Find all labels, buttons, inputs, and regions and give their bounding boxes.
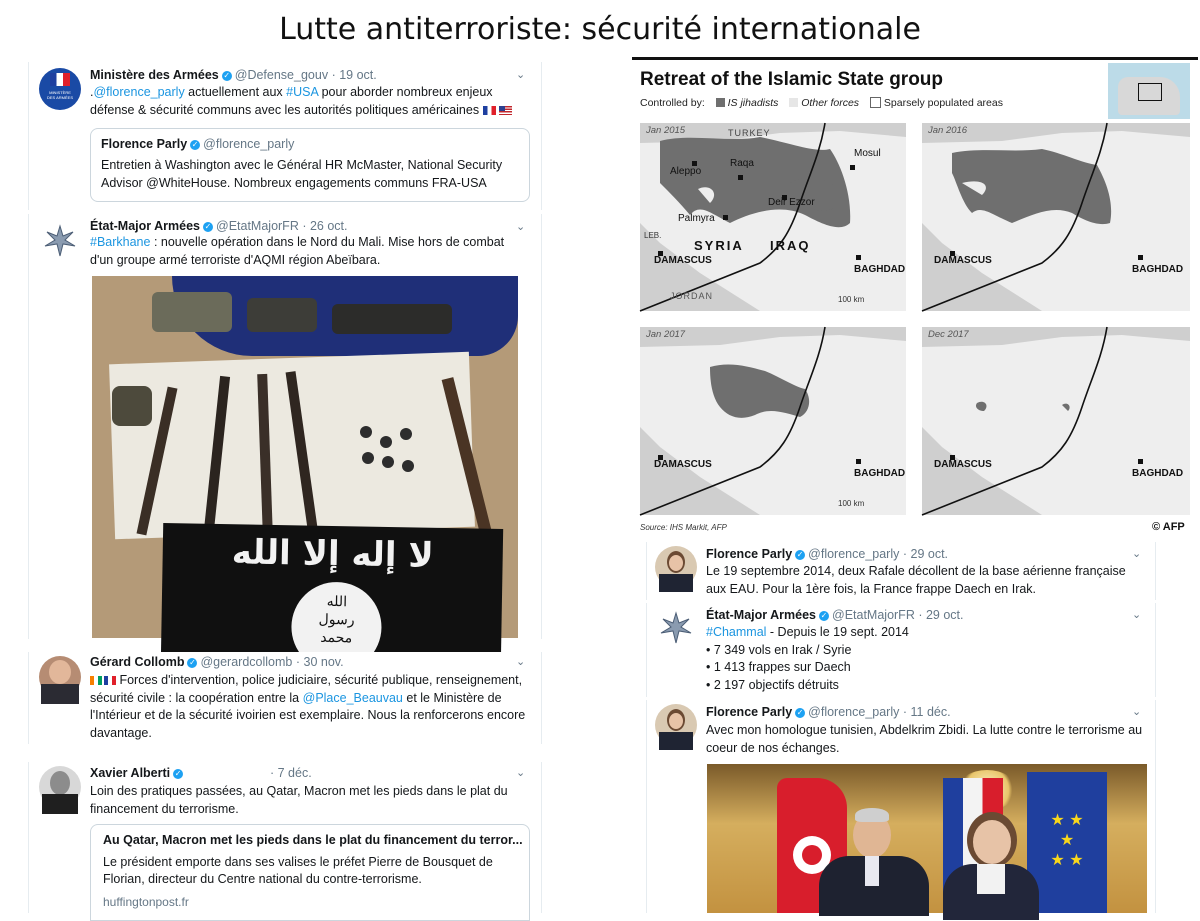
author-name[interactable]: État-Major Armées [90,219,200,233]
city-mosul: Mosul [854,148,881,159]
author-handle[interactable]: @florence_parly [808,547,900,561]
map-title: Retreat of the Islamic State group [640,69,944,90]
avatar [655,704,697,746]
avatar [39,68,81,110]
tweet-date[interactable]: · 29 oct. [918,608,964,622]
avatar [39,220,81,262]
city-damascus: DAMASCUS [934,255,992,266]
city-damascus: DAMASCUS [654,255,712,266]
tweet-text: Loin des pratiques passées, au Qatar, Macron met les pieds dans le plat du [90,784,508,798]
legend-is-label: IS jihadists [727,97,779,109]
scale-label: 100 km [838,499,865,508]
author-handle[interactable]: @EtatMajorFR [216,219,299,233]
city-dot [856,459,861,464]
scale-label: 100 km [838,295,865,304]
quote-author-name: Florence Parly [101,137,188,151]
locator-inset [1108,63,1190,119]
author-handle[interactable]: @gerardcollomb [200,655,293,669]
flag-fr-icon [104,676,116,685]
verified-icon: ✓ [223,71,231,80]
chevron-down-icon[interactable]: ⌄ [1132,548,1142,560]
mention-link[interactable]: @Place_Beauvau [302,690,403,705]
hashtag-link[interactable]: #USA [286,85,319,99]
tweet-date[interactable]: · 30 nov. [295,655,344,669]
author-name[interactable]: État-Major Armées [706,608,816,622]
label-jordan: JORDAN [670,291,714,301]
city-dot [738,175,743,180]
map-top-rule [632,57,1198,60]
chevron-down-icon[interactable]: ⌄ [516,767,526,779]
chevron-down-icon[interactable]: ⌄ [1132,609,1142,621]
verified-icon: ✓ [174,769,182,778]
map-source: Source: IHS Markit, AFP [640,523,727,532]
map-panel-dec-2017 [922,327,1190,515]
city-raqa: Raqa [730,158,754,169]
legend-is-swatch [716,98,725,107]
legend-sparse-label: Sparsely populated areas [883,97,1003,109]
tweet-text: sécurité civile : la coopération entre la [90,690,303,705]
verified-icon: ✓ [796,550,804,559]
label-turkey: TURKEY [728,128,771,138]
tweet-date[interactable]: · 29 oct. [902,547,949,561]
avatar [39,766,81,808]
label-leb: LEB. [644,231,662,240]
city-dot [850,165,855,170]
flag-seal-text: رسول [318,611,355,629]
avatar [39,656,81,698]
city-dot [856,255,861,260]
tweet-date[interactable]: · 7 déc. [270,766,312,780]
city-aleppo: Aleppo [670,166,702,177]
flag-us-icon [499,106,512,115]
link-card[interactable] [90,824,530,921]
tweet-text: coeur de nos échanges. [706,740,840,755]
quote-text: Entretien à Washington avec le Général HR McMaster, National Security [101,158,503,172]
tweet-parly-tunisie[interactable] [646,700,1156,913]
city-dot [723,215,728,220]
author-handle[interactable]: @florence_parly [808,705,900,719]
panel-date: Jan 2016 [928,125,968,136]
map-credit: © AFP [1152,521,1185,533]
panel-date: Jan 2015 [646,125,686,136]
legend-other-swatch [789,98,798,107]
mention-link[interactable]: @florence_parly [93,85,185,99]
flag-seal-text: محمد [320,629,353,647]
tweet-text: pour aborder nombreux enjeux [318,85,493,99]
label-syria: SYRIA [694,238,744,253]
tweet-photo[interactable] [92,276,518,647]
black-flag [161,523,503,669]
author-name[interactable]: Florence Parly [706,705,793,719]
chevron-down-icon[interactable]: ⌄ [516,656,526,668]
panel-date: Jan 2017 [646,329,686,340]
avatar-caption: MINISTÈRE DES ARMÉES [46,90,73,100]
card-domain: huffingtonpost.fr [103,895,189,909]
verified-icon: ✓ [820,611,828,620]
city-deir-ezzor: Deir Ezzor [768,197,815,208]
flag-inscription: لا إله إلا الله [231,532,434,576]
stat-bullet: • 7 349 vols en Irak / Syrie [706,642,852,657]
chevron-down-icon[interactable]: ⌄ [516,221,526,233]
author-handle[interactable]: @EtatMajorFR [832,608,915,622]
verified-icon: ✓ [189,658,196,667]
legend-caption: Controlled by: [640,97,705,109]
author-name[interactable]: Xavier Alberti [90,766,171,780]
tweet-text: davantage. [90,725,152,740]
page-title: Lutte antiterroriste: sécurité internationale [279,12,921,47]
tweet-text: Le 19 septembre 2014, deux Rafale décollent de la base aérienne française [706,564,1126,578]
author-handle[interactable]: @Defense_gouv [234,68,329,82]
tweet-date[interactable]: · 11 déc. [902,705,951,719]
tweet-etat-major-barkhane[interactable] [28,214,542,647]
tweet-text: Avec mon homologue tunisien, Abdelkrim Zbidi. La lutte contre le terrorisme au [706,723,1143,737]
tweet-photo[interactable] [707,764,1147,913]
tweet-collomb[interactable] [28,652,542,744]
tweet-text: financement du terrorisme. [90,801,239,816]
person-right [943,816,1043,913]
panel-date: Dec 2017 [928,329,969,340]
map-panel-jan-2017 [640,327,906,515]
tweet-parly-rafale[interactable] [646,542,1156,600]
tweet-text: aux EAU. Pour la 1ère fois, la France frappe Daech en Irak. [706,581,1037,596]
tweet-text: : nouvelle opération dans le Nord du Mali. Mise hors de combat [150,235,505,249]
city-baghdad: BAGHDAD [854,264,906,275]
stat-bullet: • 1 413 frappes sur Daech [706,660,851,674]
chevron-down-icon[interactable]: ⌄ [516,69,526,81]
map-panel-jan-2016 [922,123,1190,311]
tweet-text: - Depuis le 19 sept. 2014 [766,625,909,639]
verified-icon: ✓ [796,708,804,717]
tweet-text: et le Ministère de [402,690,502,705]
tweet-text: l'Intérieur et de la sécurité ivoirien est exemplaire. Nous la renforcerons encore [90,708,526,722]
tweet-alberti[interactable] [28,762,542,913]
card-description: Le président emporte dans ses valises le préfet Pierre de Bousquet de [103,855,493,869]
city-baghdad: BAGHDAD [1132,468,1184,479]
label-iraq: IRAQ [770,238,811,253]
tweet-date[interactable]: · 26 oct. [302,219,348,233]
verified-icon: ✓ [191,140,199,149]
legend-other-label: Other forces [801,97,860,109]
city-baghdad: BAGHDAD [1132,264,1184,275]
city-baghdad: BAGHDAD [854,468,906,479]
tweet-etat-major-chammal[interactable] [646,603,1156,697]
quote-author-handle: @florence_parly [203,137,295,151]
city-dot [1138,255,1143,260]
person-left [819,812,939,913]
tweet-text: défense & sécurité communs avec les autorités politiques américaines [90,102,480,117]
city-dot [1138,459,1143,464]
city-damascus: DAMASCUS [934,459,992,470]
verified-icon: ✓ [204,222,212,231]
flag-seal-text: الله [326,593,348,611]
flag-ci-icon [90,676,102,685]
map-infographic [632,57,1198,537]
card-description: Florian, directeur du Centre national du contre-terrorisme. [103,872,422,886]
hashtag-link[interactable]: #Barkhane [90,235,151,249]
tweet-ministere[interactable] [28,62,542,210]
eu-flag: ★ ★ ★ ★ ★ [1027,772,1107,913]
tweet-text: . [90,85,94,99]
chevron-down-icon[interactable]: ⌄ [1132,706,1142,718]
author-name[interactable]: Ministère des Armées [90,68,219,82]
tweet-text: d'un groupe armé terroriste d'AQMI région Abeïbara. [90,252,381,267]
hashtag-link[interactable]: #Chammal [706,625,767,639]
legend-sparse-swatch [870,97,881,108]
tweet-text: Forces d'intervention, police judiciaire, sécurité publique, renseignement, [116,673,523,687]
quoted-tweet[interactable] [90,128,530,202]
magazines [152,282,472,342]
card-title: Au Qatar, Macron met les pieds dans le plat du financement du terror... [103,833,523,847]
stat-bullet: • 2 197 objectifs détruits [706,677,839,692]
tweet-date[interactable]: · 19 oct. [331,68,377,82]
avatar [655,546,697,588]
author-name[interactable]: Florence Parly [706,547,793,561]
author-name[interactable]: Gérard Collomb [90,655,185,669]
avatar [655,607,697,649]
city-palmyra: Palmyra [678,213,715,224]
map-legend [640,97,1003,109]
city-damascus: DAMASCUS [654,459,712,470]
quote-text: Advisor @WhiteHouse. Nombreux engagements communs FRA-USA [101,175,487,190]
flag-fr-icon [483,106,496,115]
tweet-text: actuellement aux [184,85,287,99]
map-panel-jan-2015 [640,123,906,311]
